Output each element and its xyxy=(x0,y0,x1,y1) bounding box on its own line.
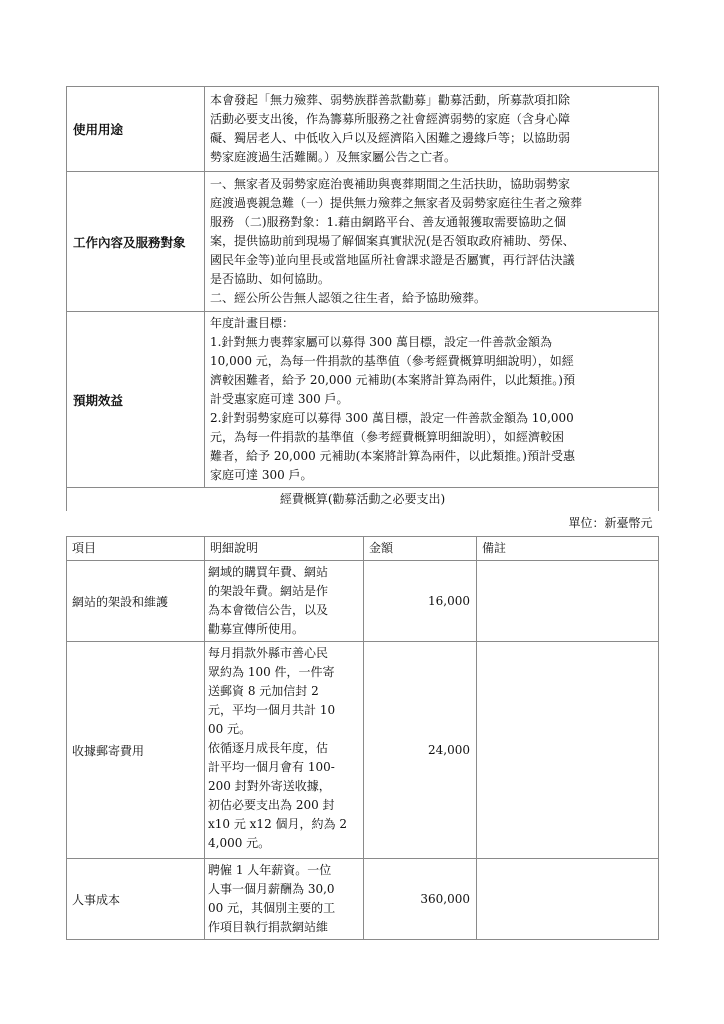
budget-unit: 單位：新臺幣元 xyxy=(67,511,659,537)
budget-header-row xyxy=(67,537,659,561)
benefit-label: 預期效益 xyxy=(67,312,205,488)
row-item: 人事成本 xyxy=(67,859,205,940)
row-note xyxy=(477,859,659,940)
table-row xyxy=(67,642,659,859)
row-amount: 16,000 xyxy=(364,561,477,642)
application-table xyxy=(66,86,659,940)
header-note: 備註 xyxy=(477,537,659,561)
usage-label: 使用用途 xyxy=(67,87,205,172)
row-amount: 360,000 xyxy=(364,859,477,940)
budget-title-row xyxy=(67,488,659,512)
benefit-row xyxy=(67,312,659,488)
header-detail: 明細說明 xyxy=(205,537,364,561)
table-row xyxy=(67,859,659,940)
usage-text: 本會發起「無力殮葬、弱勢族群善款勸募」勸募活動，所募款項扣除 活動必要支出後，作為籌募所服務之社會經濟弱勢的家庭（含身心障 礙、獨居老人、中低收入戶以及經濟陷入困難之邊緣戶等；以協助弱 勢家庭渡過生活難關。）及無家屬公告之亡者。 xyxy=(205,87,659,172)
budget-title: 經費概算(勸募活動之必要支出) xyxy=(67,488,659,512)
row-detail: 聘僱 1 人年薪資。一位 人事一個月薪酬為 30,0 00 元，其個別主要的工 作項目執行捐款網站維 xyxy=(205,859,364,940)
work-row xyxy=(67,172,659,312)
row-detail: 網域的購買年費、網站 的架設年費。網站是作 為本會徵信公告，以及 勸募宣傳所使用。 xyxy=(205,561,364,642)
budget-unit-row xyxy=(67,511,659,537)
row-item: 網站的架設和維護 xyxy=(67,561,205,642)
row-amount: 24,000 xyxy=(364,642,477,859)
row-item: 收據郵寄費用 xyxy=(67,642,205,859)
benefit-text: 年度計畫目標： 1.針對無力喪葬家屬可以募得 300 萬目標，設定一件善款金額為 10,000 元，為每一件捐款的基準值（參考經費概算明細說明），如經 濟較困難者，給予 20,000 元補助(本案將計算為兩件，以此類推。)預 計受惠家庭可達 300 戶。 2.針對弱勢家庭可以募得 300 萬目標，設定一件善款金額為 10,000 元，為每一件捐款的基準值（參考經費概算明細說明），如經濟較困 難者，給予 20,000 元補助(本案將計算為兩件，以此類推。)預計受惠 家庭可達 300 戶。 xyxy=(205,312,659,488)
row-detail: 每月捐款外縣市善心民 眾約為 100 件，一件寄 送郵資 8 元加信封 2 元，平均一個月共計 10 00 元。 依循逐月成長年度，估 計平均一個月會有 100- 200 封對外寄送收據， 初估必要支出為 200 封 x10 元 x12 個月，約為 2 4,000 元。 xyxy=(205,642,364,859)
work-text: 一、無家者及弱勢家庭治喪補助與喪葬期間之生活扶助，協助弱勢家 庭渡過喪親急難（一）提供無力殮葬之無家者及弱勢家庭往生者之殮葬 服務 （二)服務對象：1.藉由網路平台、善友通報獲取需要協助之個 案，提供協助前到現場了解個案真實狀況(是否領取政府補助、勞保、 國民年金等)並向里長或當地區所社會課求證是否屬實，再行評估決議 是否協助、如何協助。 二、經公所公告無人認領之往生者，給予協助殮葬。 xyxy=(205,172,659,312)
row-note xyxy=(477,642,659,859)
header-amount: 金額 xyxy=(364,537,477,561)
document-page xyxy=(66,86,658,940)
row-note xyxy=(477,561,659,642)
usage-row xyxy=(67,87,659,172)
work-label: 工作內容及服務對象 xyxy=(67,172,205,312)
header-item: 項目 xyxy=(67,537,205,561)
table-row xyxy=(67,561,659,642)
